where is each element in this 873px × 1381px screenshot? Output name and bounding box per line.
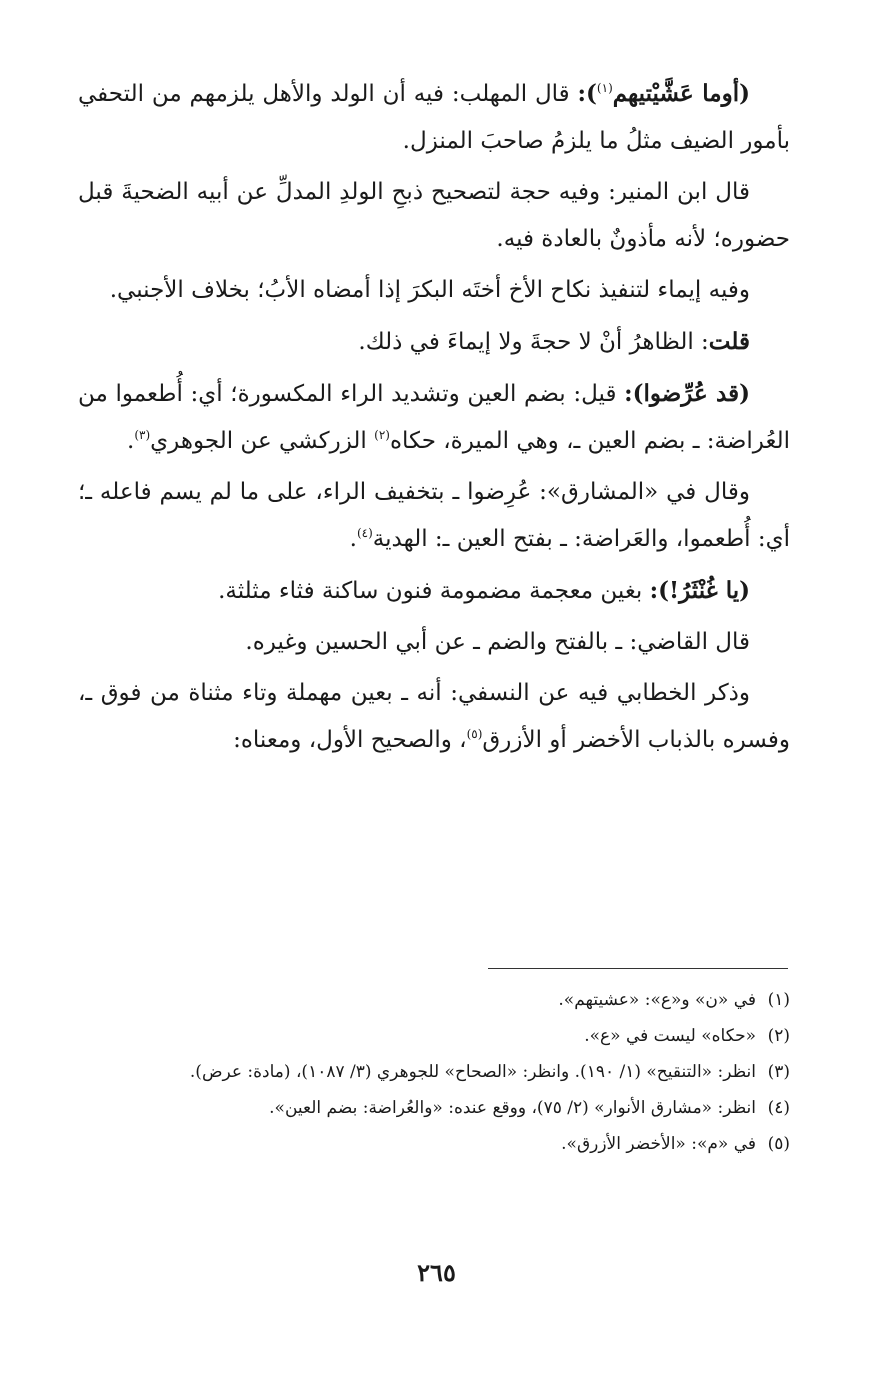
footnote-number: (٥) xyxy=(767,1134,790,1154)
footnote-text: انظر: «مشارق الأنوار» (٢/ ٧٥)، ووقع عنده: «والعُراضة: بضم العين». xyxy=(269,1098,756,1118)
footnote-number: (٤) xyxy=(767,1098,790,1118)
footnote-ref[interactable]: (٤) xyxy=(356,526,373,540)
paragraph-6 xyxy=(78,469,790,563)
footnote-number: (١) xyxy=(767,990,790,1010)
footnote-number: (٢) xyxy=(767,1026,790,1046)
paragraph-text: وفيه إيماء لتنفيذ نكاح الأخ أختَه البكرَ إذا أمضاه الأبُ؛ بخلاف الأجنبي. xyxy=(109,277,750,303)
lemma: (قد عُرِّضوا): xyxy=(624,380,751,407)
footnote-text: انظر: «التنقيح» (١/ ١٩٠). وانظر: «الصحاح» للجوهري (٣/ ١٠٨٧)، (مادة: عرض). xyxy=(189,1062,756,1082)
footnote-ref[interactable]: (٢) xyxy=(374,428,390,442)
paragraph-text: : الظاهرُ أنْ لا حجةَ ولا إيماءَ في ذلك. xyxy=(358,329,709,355)
footnote-2 xyxy=(78,1018,790,1054)
paragraph-text: . xyxy=(349,526,357,552)
lemma: (أوما عَشَّيْتيهم xyxy=(612,80,750,107)
paragraph-text: وقال في «المشارق»: عُرِضوا ـ بتخفيف الراء، على ما لم يسم فاعله ـ؛ أي: أُطعموا، والعَراضة: ـ بفتح العين ـ: الهدية xyxy=(78,479,790,552)
footnote-ref[interactable]: (١) xyxy=(596,81,613,95)
lemma: (يا غُنْثَرُ!): xyxy=(649,577,750,604)
main-text xyxy=(78,70,790,768)
paragraph-text: قال ابن المنير: وفيه حجة لتصحيح ذبحِ الولدِ المدلِّ عن أبيه الضحيةَ قبل حضوره؛ لأنه مأذونٌ بالعادة فيه. xyxy=(78,179,790,252)
footnote-text: «حكاه» ليست في «ع». xyxy=(584,1026,756,1046)
footnote-divider xyxy=(488,968,788,969)
footnotes xyxy=(78,982,790,1162)
paragraph-2 xyxy=(78,169,790,263)
paragraph-5 xyxy=(78,370,790,465)
paragraph-text: . xyxy=(127,428,135,454)
footnote-4 xyxy=(78,1090,790,1126)
paragraph-text: ، والصحيح الأول، ومعناه: xyxy=(233,727,467,753)
paragraph-text: قال القاضي: ـ بالفتح والضم ـ عن أبي الحسين وغيره. xyxy=(245,629,750,655)
footnote-3 xyxy=(78,1054,790,1090)
paragraph-7 xyxy=(78,567,790,615)
lemma: قلت xyxy=(708,328,750,355)
footnote-5 xyxy=(78,1126,790,1162)
footnote-ref[interactable]: (٣) xyxy=(134,428,151,442)
footnote-1 xyxy=(78,982,790,1018)
paragraph-1 xyxy=(78,70,790,165)
footnote-number: (٣) xyxy=(767,1062,790,1082)
paragraph-4 xyxy=(78,318,790,366)
paragraph-text: قال المهلب: فيه أن الولد والأهل يلزمهم من التحفي بأمور الضيف مثلُ ما يلزمُ صاحبَ المنزل. xyxy=(78,81,790,154)
paragraph-text: بغين معجمة مضمومة فنون ساكنة فثاء مثلثة. xyxy=(218,578,650,604)
lemma-close: ): xyxy=(577,80,597,107)
paragraph-8 xyxy=(78,619,790,666)
footnote-text: في «ن» و«ع»: «عشيتهم». xyxy=(558,990,756,1010)
footnote-ref[interactable]: (٥) xyxy=(466,727,483,741)
footnote-text: في «م»: «الأخضر الأزرق». xyxy=(561,1134,756,1154)
page-number: ٢٦٥ xyxy=(417,1258,456,1287)
paragraph-text: قيل: بضم العين وتشديد الراء المكسورة؛ أي: أُطعموا من العُراضة: ـ بضم العين ـ، وهي الميرة، حكاه xyxy=(78,381,790,454)
paragraph-text: وذكر الخطابي فيه عن النسفي: أنه ـ بعين مهملة وتاء مثناة من فوق ـ، وفسره بالذباب الأخضر أو الأزرق xyxy=(78,680,790,753)
paragraph-3 xyxy=(78,267,790,314)
paragraph-9 xyxy=(78,670,790,764)
paragraph-text: الزركشي عن الجوهري xyxy=(150,428,375,454)
